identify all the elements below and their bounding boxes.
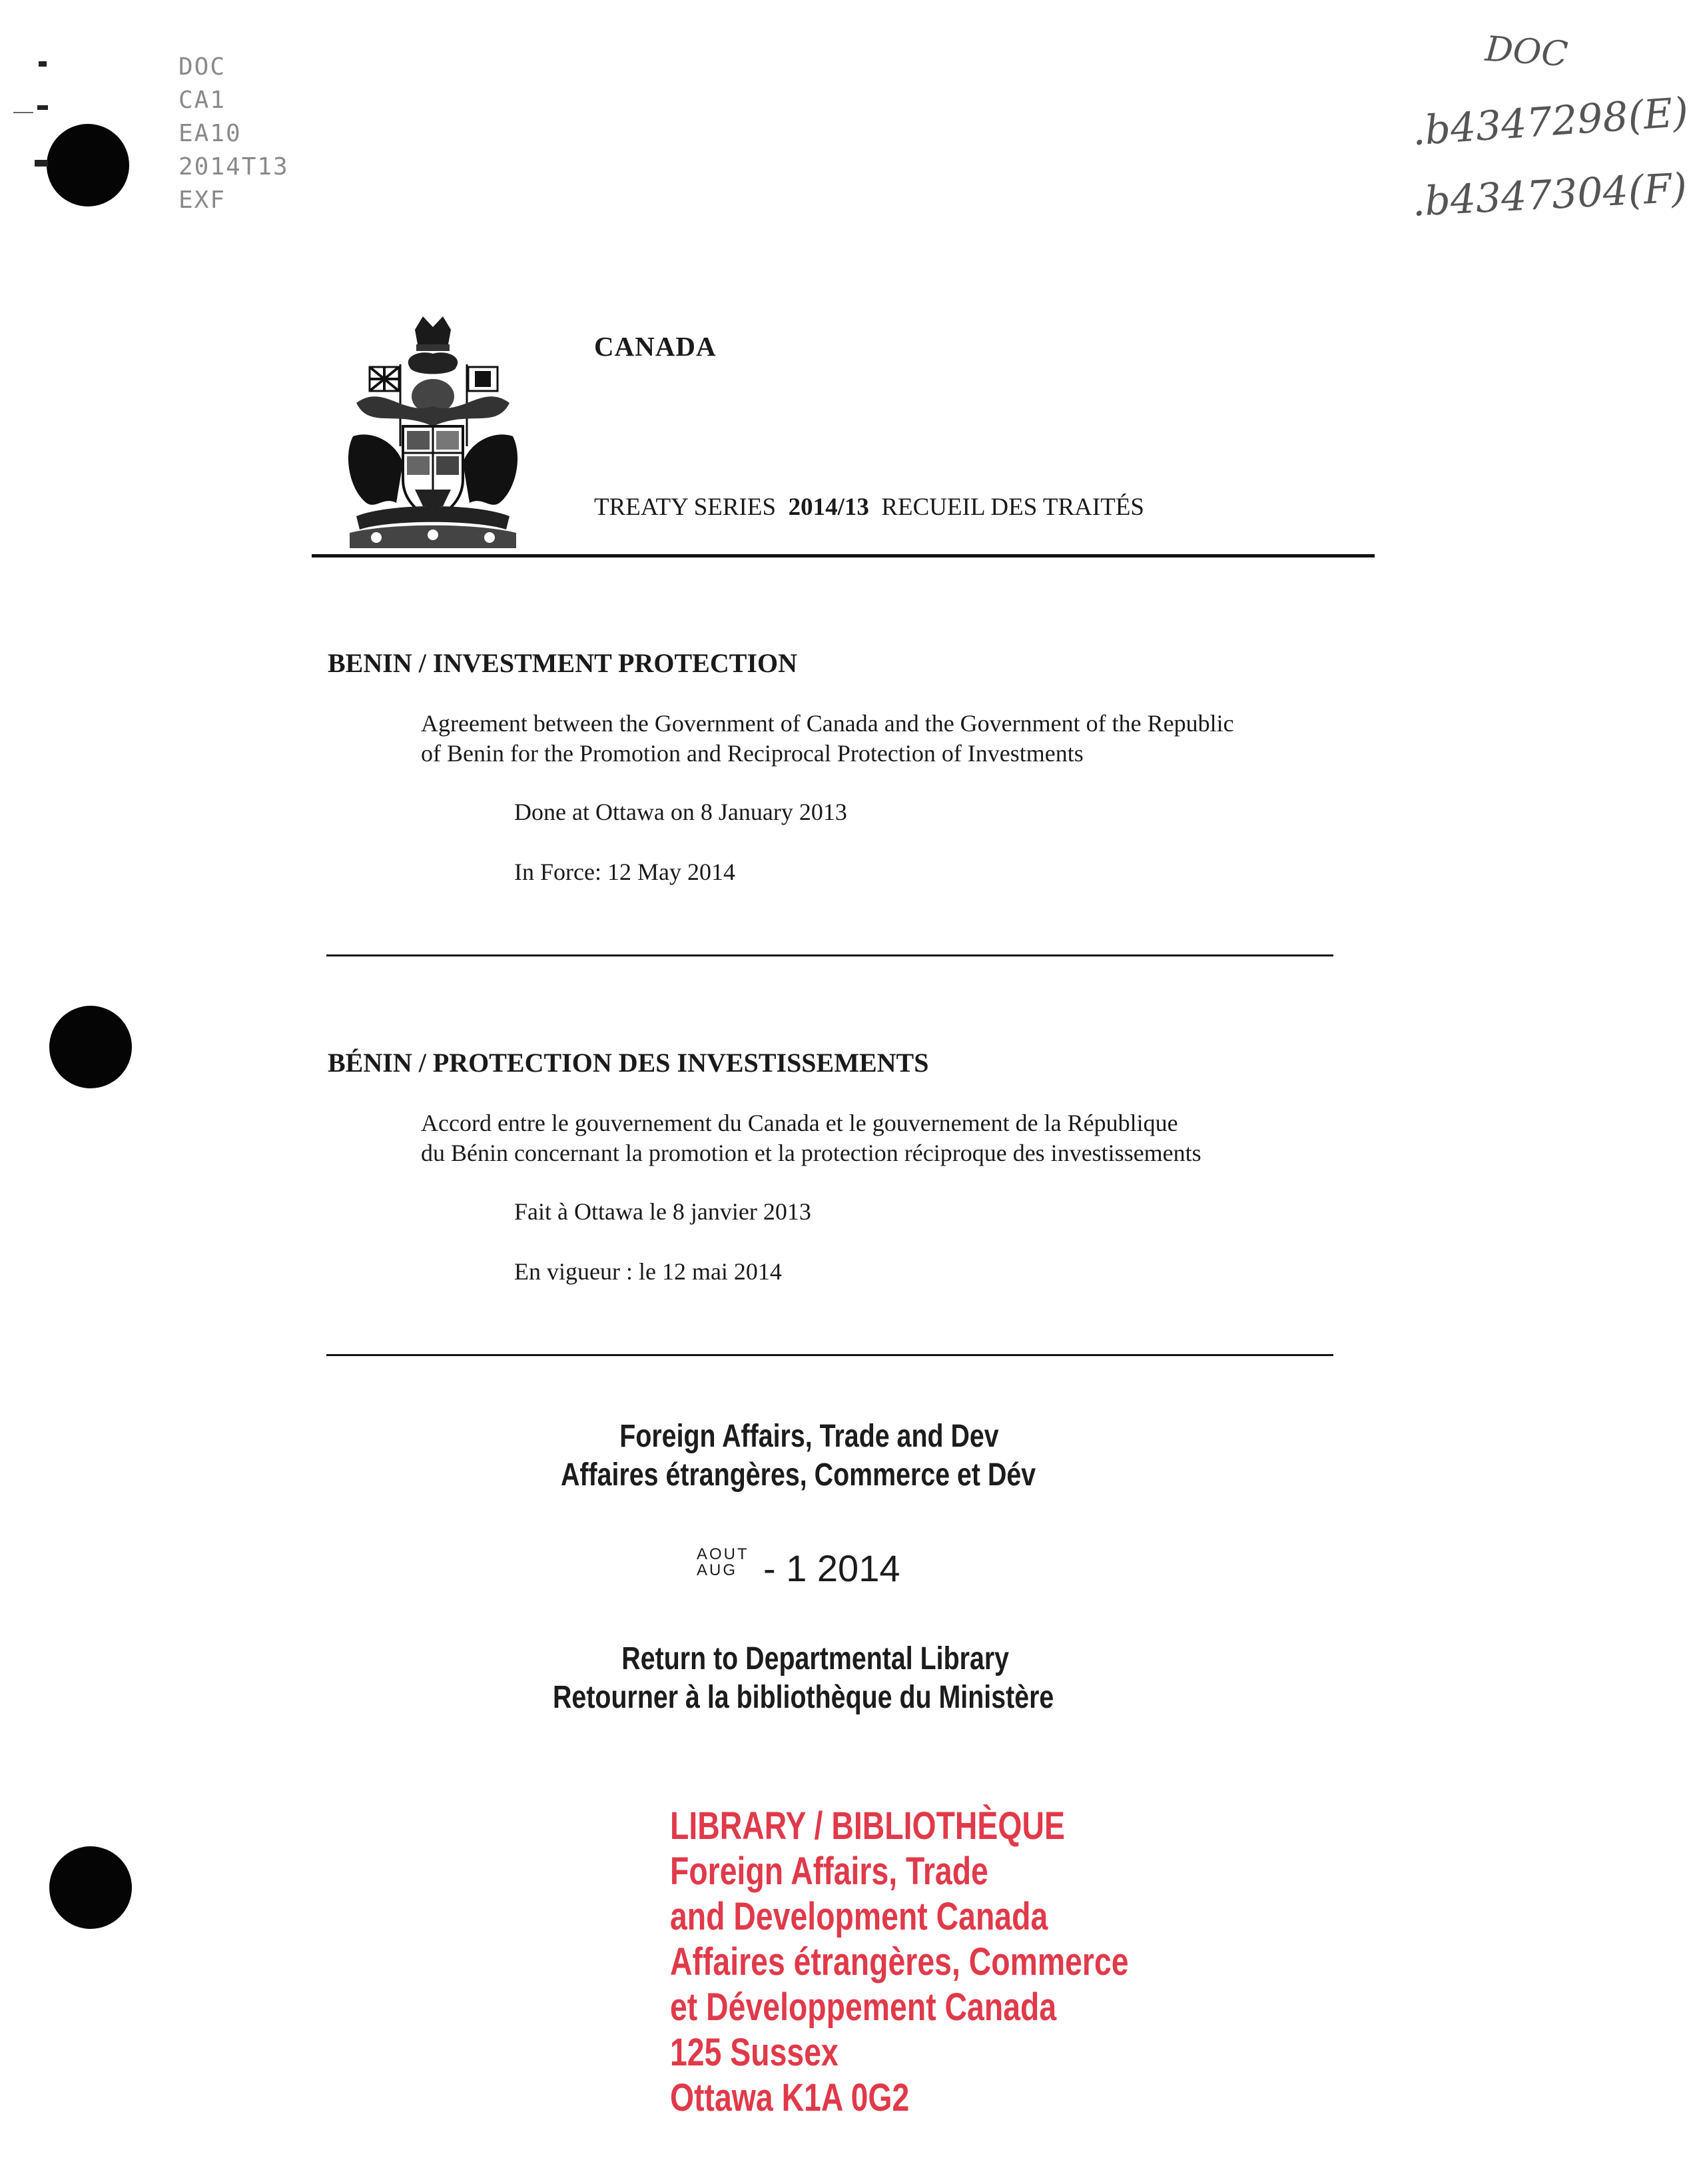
library-stamp-line: 125 Sussex bbox=[670, 2031, 839, 2074]
library-stamp-line: Foreign Affairs, Trade bbox=[670, 1850, 988, 1893]
stamp-month bbox=[697, 1547, 749, 1579]
received-stamp-department bbox=[561, 1417, 1036, 1495]
library-address-stamp bbox=[670, 1804, 1129, 2121]
call-number-line: EXF bbox=[178, 186, 226, 214]
stamp-month-english: AUG bbox=[697, 1561, 738, 1579]
handwritten-doc: DOC bbox=[1484, 29, 1570, 75]
french-done-at: Fait à Ottawa le 8 janvier 2013 bbox=[514, 1198, 811, 1225]
library-stamp-line: Ottawa K1A 0G2 bbox=[670, 2076, 910, 2119]
section-divider bbox=[326, 1354, 1333, 1356]
scan-speck bbox=[37, 105, 48, 110]
stamp-date: - 1 2014 bbox=[763, 1547, 900, 1589]
call-number-stamp bbox=[178, 51, 289, 217]
handwritten-number-english: .b4347298(E) bbox=[1411, 89, 1690, 155]
coat-of-arms-emblem bbox=[336, 303, 529, 549]
series-number: 2014/13 bbox=[788, 494, 869, 521]
library-stamp-line: et Développement Canada bbox=[670, 1986, 1057, 2029]
scan-speck bbox=[13, 112, 33, 113]
english-agreement-title bbox=[421, 709, 1234, 769]
english-done-at: Done at Ottawa on 8 January 2013 bbox=[514, 799, 847, 825]
stamp-line: Foreign Affairs, Trade and Dev bbox=[619, 1419, 999, 1454]
french-title-line: Accord entre le gouvernement du Canada et le gouvernement de la République bbox=[421, 1110, 1178, 1136]
french-agreement-title bbox=[421, 1108, 1201, 1168]
binder-hole-bottom bbox=[49, 1846, 132, 1929]
series-label-french: RECUEIL DES TRAITÉS bbox=[881, 494, 1145, 521]
library-stamp-line: and Development Canada bbox=[670, 1895, 1048, 1938]
french-heading: BÉNIN / PROTECTION DES INVESTISSEMENTS bbox=[328, 1048, 929, 1078]
series-label-english: TREATY SERIES bbox=[594, 494, 777, 521]
handwritten-number-french: .b4347304(F) bbox=[1411, 165, 1688, 226]
french-title-line: du Bénin concernant la promotion et la protection réciproque des investissements bbox=[421, 1140, 1201, 1166]
country-title: CANADA bbox=[594, 331, 717, 362]
binder-hole-middle bbox=[49, 1006, 132, 1088]
scan-speck bbox=[39, 61, 47, 67]
section-divider bbox=[326, 954, 1333, 956]
call-number-line: CA1 bbox=[178, 87, 226, 114]
treaty-series-line bbox=[594, 493, 1144, 522]
scan-speck bbox=[35, 160, 48, 167]
call-number-line: 2014T13 bbox=[178, 153, 289, 181]
call-number-line: EA10 bbox=[178, 120, 242, 147]
library-stamp-line: Affaires étrangères, Commerce bbox=[670, 1940, 1129, 1984]
english-title-line: of Benin for the Promotion and Reciprocal Protection of Investments bbox=[421, 740, 1084, 767]
header-divider bbox=[312, 554, 1375, 557]
binder-hole-top bbox=[47, 124, 129, 206]
call-number-line: DOC bbox=[178, 53, 226, 81]
english-heading: BENIN / INVESTMENT PROTECTION bbox=[328, 648, 797, 678]
return-to-library-notice bbox=[553, 1640, 1054, 1717]
stamp-line: Return to Departmental Library bbox=[621, 1641, 1010, 1676]
stamp-month-french: AOUT bbox=[697, 1545, 749, 1563]
stamp-line: Affaires étrangères, Commerce et Dév bbox=[561, 1457, 1036, 1493]
library-stamp-line: LIBRARY / BIBLIOTHÈQUE bbox=[670, 1804, 1065, 1848]
french-in-force: En vigueur : le 12 mai 2014 bbox=[514, 1258, 782, 1285]
english-in-force: In Force: 12 May 2014 bbox=[514, 859, 735, 885]
english-title-line: Agreement between the Government of Canada and the Government of the Republic bbox=[421, 710, 1234, 737]
stamp-line: Retourner à la bibliothèque du Ministère bbox=[553, 1680, 1054, 1715]
